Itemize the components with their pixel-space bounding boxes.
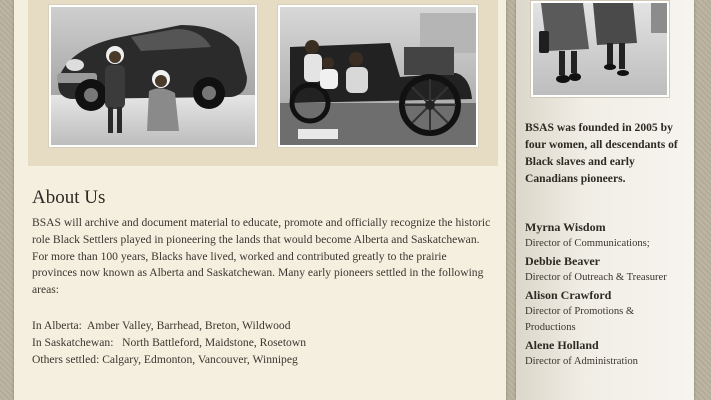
founder-role: Director of Outreach & Treasurer (525, 271, 667, 283)
historic-photo-family-with-automobile (277, 4, 479, 148)
areas-alberta: In Alberta: Amber Valley, Barrhead, Breton, Wildwood (32, 319, 291, 332)
settlement-areas-list (32, 318, 306, 368)
founder-name: Myrna Wisdom (525, 220, 606, 234)
founder-role: Director of Communications; (525, 238, 650, 249)
founder-name: Debbie Beaver (525, 253, 600, 268)
founder-entry (525, 287, 687, 338)
areas-others: Others settled: Calgary, Edmonton, Vancouver, Winnipeg (32, 352, 298, 366)
about-us-heading: About Us (32, 187, 106, 208)
about-paragraph: BSAS will archive and document material to educate, promote and officially recognize the historic role Black Settlers played in pioneering the lands that would become Alberta and Saskatchewan. For more than 100 years, Blacks have lived, worked and contributed greatly to the prairie provinces now known as Alberta and Saskatchewan. Many early pioneers settled in the following areas: (32, 216, 491, 297)
historic-photo-women-walking (530, 0, 670, 98)
founders-list (525, 219, 687, 371)
founder-name: Alene Holland (525, 338, 599, 353)
about-us-body (32, 215, 494, 299)
founder-name: Alison Crawford (525, 287, 612, 302)
founder-entry (525, 337, 687, 371)
founder-entry (525, 253, 687, 287)
founder-entry (525, 219, 687, 253)
areas-saskatchewan: In Saskatchewan: North Battleford, Maidstone, Rosetown (32, 335, 307, 349)
founder-role: Director of Administration (525, 356, 638, 368)
founder-role: Director of Promotions & Productions (525, 305, 635, 334)
historic-photo-children-with-car (48, 4, 258, 148)
founding-statement: BSAS was founded in 2005 by four women, all descendants of Black slaves and early Canadians pioneers. (525, 121, 678, 185)
